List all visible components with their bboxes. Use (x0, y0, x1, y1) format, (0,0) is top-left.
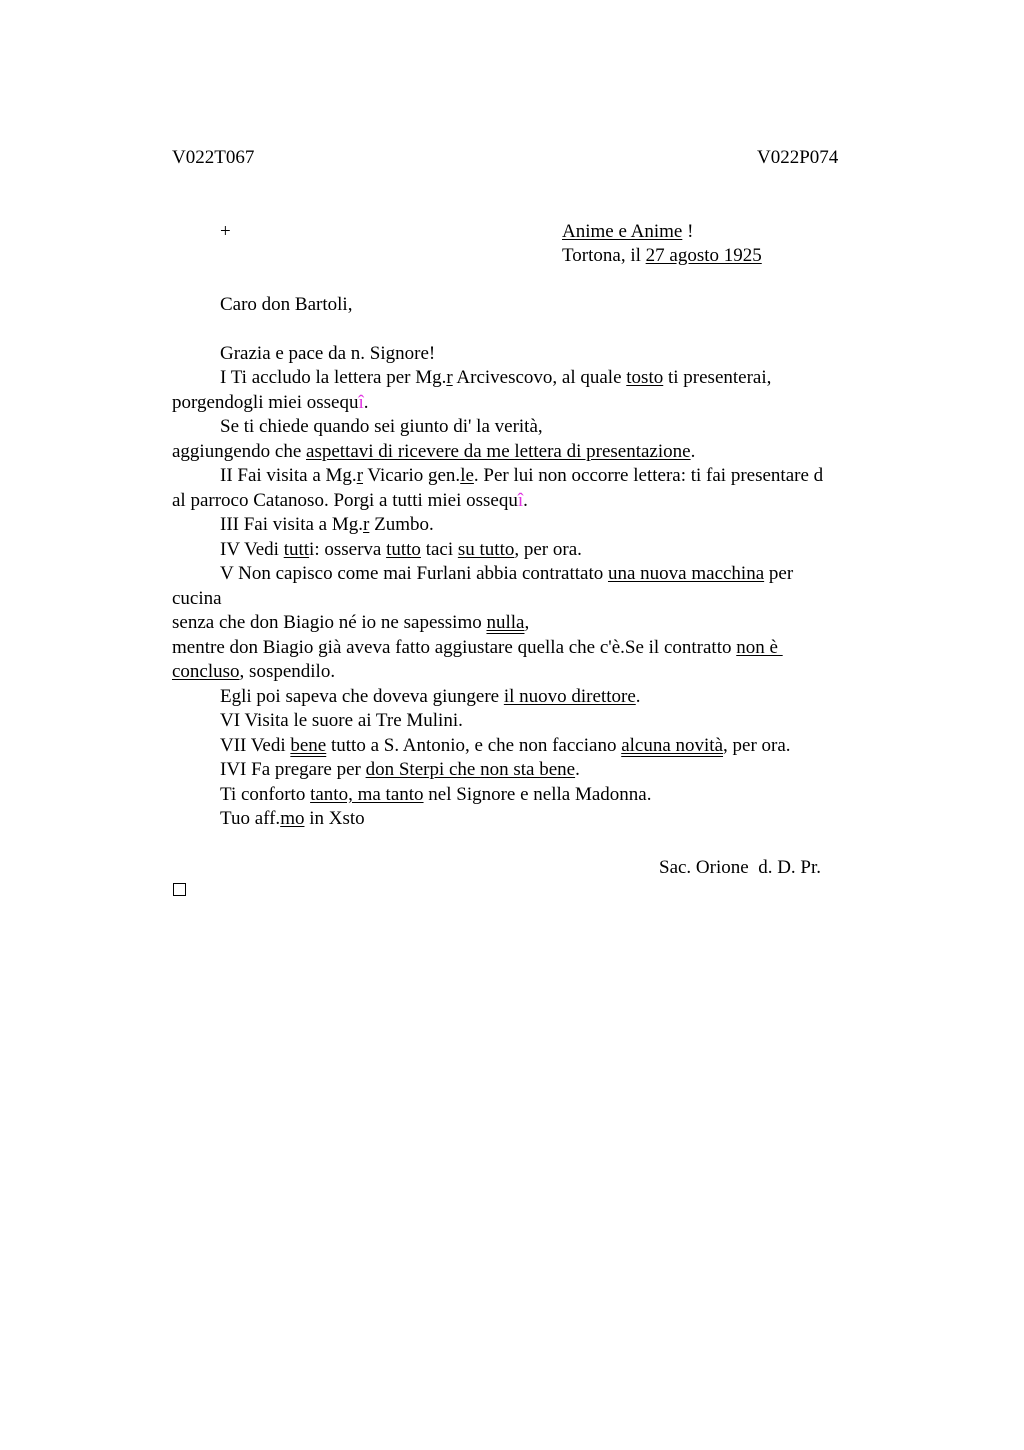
body-line-15 (220, 685, 641, 709)
text-span: IVI Fa pregare per (220, 759, 366, 780)
underlined-span: mo (280, 808, 305, 829)
highlighted-char: î (517, 490, 524, 511)
text-span: Ti conforto (220, 784, 311, 805)
body-line-19 (220, 783, 651, 807)
body-line-9 (220, 538, 582, 562)
underlined-span: tutto (386, 539, 421, 560)
text-span: II Fai visita a Mg. (220, 465, 357, 486)
underlined-span: il nuovo direttore (503, 686, 636, 707)
body-line-2 (220, 366, 771, 390)
text-span: Tuo aff. (220, 808, 281, 829)
text-span: V Non capisco come mai Furlani abbia contrattato (220, 563, 608, 584)
document-code-right: V022P074 (757, 147, 839, 168)
underlined-span: aspettavi di ricevere da me lettera di presentazione (306, 441, 691, 462)
text-span: mentre don Biagio già aveva fatto aggiustare quella che c'è.Se il contratto (172, 637, 737, 658)
body-line-1: Grazia e pace da n. Signore! (220, 343, 436, 364)
underlined-span: tosto (626, 367, 664, 388)
highlighted-char: î (358, 392, 364, 413)
salutation: Caro don Bartoli, (220, 294, 353, 315)
motto-line (562, 220, 693, 244)
text-span: per (764, 563, 794, 584)
text-span: , per ora. (723, 735, 791, 756)
text-span: . (523, 490, 528, 511)
text-span: . (575, 759, 580, 780)
body-line-13 (172, 636, 783, 660)
underlined-span: una nuova macchina (607, 563, 765, 584)
body-line-5 (172, 440, 695, 464)
place-date-line (562, 244, 762, 268)
body-line-11: cucina (172, 588, 222, 609)
underlined-span: le (460, 465, 474, 486)
double-underlined-span: nulla (486, 612, 525, 633)
body-line-14 (172, 660, 335, 684)
underlined-span: r (446, 367, 453, 388)
text-span: ti presenterai, (663, 367, 772, 388)
text-span: al parroco Catanoso. Porgi a tutti miei ossequ (172, 490, 518, 511)
cross-symbol: + (220, 221, 231, 242)
text-span: in Xsto (304, 808, 365, 829)
document-code-left: V022T067 (172, 147, 255, 168)
underlined-span: tanto, ma tanto (310, 784, 424, 805)
text-span: III Fai visita a Mg. (220, 514, 364, 535)
underlined-span: don Sterpi che non sta bene (365, 759, 576, 780)
body-line-4: Se ti chiede quando sei giunto di' la verità, (220, 416, 543, 437)
body-line-7 (172, 489, 528, 513)
body-line-3 (172, 391, 369, 415)
underlined-span: concluso (172, 661, 240, 682)
body-line-18 (220, 758, 580, 782)
end-box-icon (173, 883, 186, 896)
body-line-10 (220, 562, 793, 586)
double-underlined-span: alcuna novità (621, 735, 724, 756)
underlined-span: su tutto (457, 539, 515, 560)
text-span: I Ti accludo la lettera per Mg. (220, 367, 447, 388)
text-span: VII Vedi (220, 735, 291, 756)
text-span: nel Signore e nella Madonna. (423, 784, 652, 805)
text-span: , (524, 612, 530, 633)
text-span: taci (420, 539, 458, 560)
text-span: . (635, 686, 641, 707)
body-line-16: VI Visita le suore ai Tre Mulini. (220, 710, 463, 731)
text-span: aggiungendo che (172, 441, 307, 462)
text-span: porgendogli miei ossequ (172, 392, 359, 413)
body-line-12 (172, 611, 529, 635)
underlined-span: r (363, 514, 370, 535)
text-span: i: osserva (309, 539, 387, 560)
body-line-8 (220, 513, 434, 537)
text-span: . (363, 392, 369, 413)
double-underlined-span: bene (290, 735, 327, 756)
text-span: senza che don Biagio né io ne sapessimo (172, 612, 487, 633)
underlined-span: non è (736, 637, 783, 658)
text-span: tutto a S. Antonio, e che non facciano (326, 735, 622, 756)
motto-text: Anime e Anime (562, 221, 683, 242)
text-span: , per ora. (514, 539, 582, 560)
body-line-17 (220, 734, 791, 758)
text-span: IV Vedi (220, 539, 284, 560)
text-span: Egli poi sapeva che doveva giungere (220, 686, 504, 707)
body-line-6 (220, 464, 823, 488)
text-span: . Per lui non occorre lettera: ti fai presentare d (473, 465, 824, 486)
text-span: . (690, 441, 696, 462)
body-line-20 (220, 807, 365, 831)
signature: Sac. Orione d. D. Pr. (659, 857, 822, 878)
text-span: , sospendilo. (239, 661, 336, 682)
underlined-span: r (356, 465, 364, 486)
motto-suffix: ! (682, 221, 694, 242)
text-span: Arcivescovo, al quale (452, 367, 627, 388)
text-span: Vicario gen. (363, 465, 461, 486)
underlined-span: tutt (283, 539, 310, 560)
place-text: Tortona, il (562, 245, 646, 266)
text-span: Zumbo. (369, 514, 434, 535)
date-text: 27 agosto 1925 (645, 245, 762, 266)
